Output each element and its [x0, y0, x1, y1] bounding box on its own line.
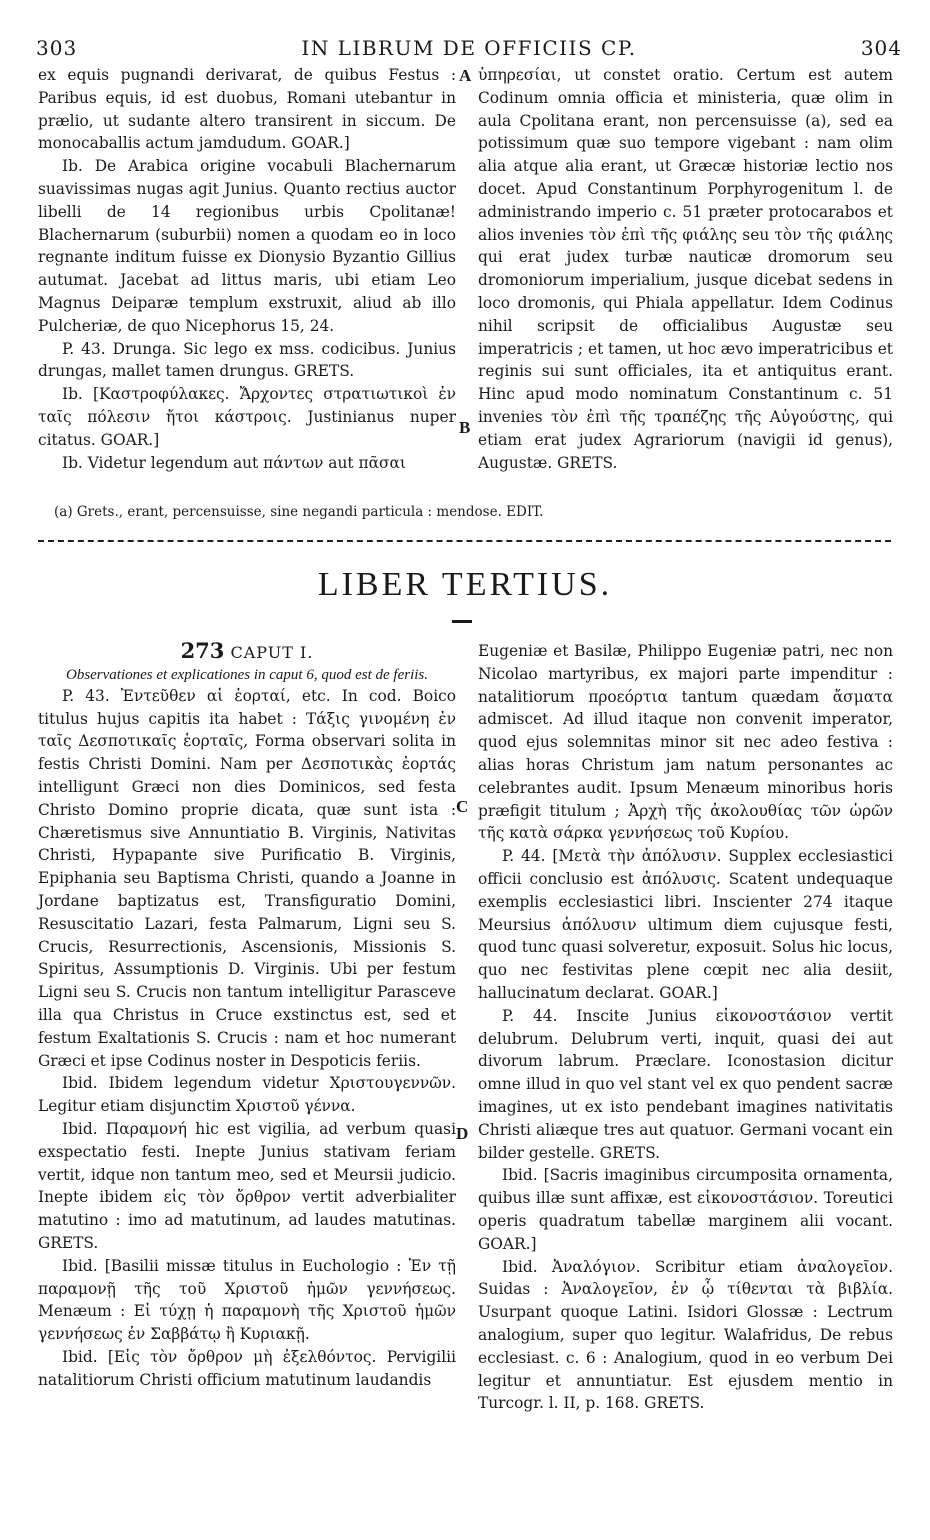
paragraph: Ib. [Καστροφύλακες. Ἄρχοντες στρατιωτικοὶ ἐν ταῖς πόλεσιν ἤτοι κάστροις. Justinianus nuper citatus. GOAR.]	[38, 385, 456, 449]
paragraph: ex equis pugnandi derivarat, de quibus Festus : Paribus equis, id est duobus, Romani utebantur in prælio, ut sudante altero transirent in siccum. De monocaballis actum jamdudum. GOAR.]	[38, 66, 456, 153]
title-dash	[452, 620, 472, 623]
column-top-left	[38, 64, 456, 474]
paragraph: Ib. De Arabica origine vocabuli Blachernarum suavissimas nugas agit Junius. Quanto rectius auctor libelli de 14 regionibus urbis Cpolitanæ! Blachernarum (suburbii) nomen a quodam eo in loco regnante inditum fuisse ex Dionysio Byzantio Gillius autumat. Jacebat ad littus maris, ubi etiam Leo Magnus Deiparæ templum exstruxit, aliud ab illo Pulcheriæ, de quo Nicephorus 15, 24.	[38, 157, 456, 335]
paragraph: P. 44. [Μετὰ τὴν ἀπόλυσιν. Supplex ecclesiastici officii conclusio est ἀπόλυσις. Scatent undequaque exemplis ecclesiastici libri. Inscienter 274 itaque Meursius ἀπόλυσιν ultimum diem cujusque festi, quod tunc quasi solveretur, exposuit. Solus hic locus, quo nec festivitas plene cœpit nec alia desiit, hallucinatum declarat. GOAR.]	[478, 847, 893, 1002]
paragraph: Eugeniæ et Basilæ, Philippo Eugeniæ patri, nec non Nicolao martyribus, ex majori parte impenditur : natalitiorum προεόρτια tantum quædam ἄσματα admiscet. Ad illud itaque non convenit imperator, quod ejus solemnitas minor sit nec adeo festiva : alias horas Christum jam natum personantes ac celebrantes audit. Ipsum Menæum minoribus horis præfigit titulum ; Ἀρχὴ τῆς ἀκολουθίας τῶν ὡρῶν τῆς κατὰ σάρκα γεννήσεως τοῦ Κυρίου.	[478, 642, 893, 843]
chapter-label: CAPUT I.	[230, 643, 314, 662]
margin-letter-d: D	[456, 1124, 469, 1143]
book-title: LIBER TERTIUS.	[317, 566, 613, 603]
margin-letter-c: C	[456, 797, 469, 816]
paragraph: Ibid. [Sacris imaginibus circumposita ornamenta, quibus illæ sunt affixæ, est εἰκονοστάσιον. Toreutici operis quadratum tabellæ marginem alii vocant. GOAR.]	[478, 1166, 893, 1253]
paragraph: Ibid. [Εἰς τὸν ὄρθρον μὴ ἐξελθόντος. Pervigilii natalitiorum Christi officium matutinum laudandis	[38, 1347, 456, 1389]
margin-letter-b: B	[459, 418, 471, 437]
paragraph: P. 43. Drunga. Sic lego ex mss. codicibus. Junius drungas, mallet tamen drungus. GRETS.	[38, 339, 456, 381]
margin-letter-a: A	[459, 66, 472, 85]
chapter-heading	[38, 640, 456, 665]
paragraph: Ibid. Παραμονή hic est vigilia, ad verbum quasi exspectatio festi. Inepte Junius stativam feriam vertit, idque non tantum meo, sed et Meursii judicio. Inepte ibidem εἰς τὸν ὄρθρον vertit adverbialiter matutino : imo ad matutinum, ad laudes matutinas. GRETS.	[38, 1119, 456, 1252]
running-title: IN LIBRUM DE OFFICIIS CP.	[301, 36, 637, 60]
paragraph: Ibid. [Basilii missæ titulus in Euchologio : Ἐν τῇ παραμονῇ τῆς τοῦ Χριστοῦ ἡμῶν γεννήσεως. Menæum : Εἰ τύχῃ ἡ παραμονὴ τῆς Χριστοῦ ἡμῶν γεννήσεως ἐν Σαββάτῳ ἢ Κυριακῇ.	[38, 1256, 456, 1344]
chapter-page-number: 273	[180, 638, 225, 663]
paragraph: ὑπηρεσίαι, ut constet oratio. Certum est autem Codinum omnia officia et ministeria, quæ olim in aula Cpolitana erant, non percensuisse (a), sed ea potissimum quæ suo tempore vigebant : nam olim alia atque alia erant, ut Græcæ historiæ lectio nos docet. Apud Constantinum Porphyrogenitum l. de administrando imperio c. 51 præter protocarabos et alios invenies τὸν ἐπὶ τῆς φιάλης seu τὸν τῆς φιάλης qui erat judex turbæ nauticæ dromorum seu dromoniorum imperialium, jusque dicebat sedens in loco dromonis, qui Phiala appellatur. Idem Codinus nihil scripsit de officialibus Augustæ seu imperatricis ; et tamen, ut hoc ævo imperatricibus et reginis sui sunt officiales, ita et antiquitus erant. Hinc apud modo nominatum Constantinum c. 51 invenies τὸν ἐπὶ τῆς τραπέζης τῆς Αὐγούστης, qui etiam erat judex Agrariorum (navigii id genus), Augustæ. GRETS.	[478, 66, 893, 472]
paragraph: Ibid. Ibidem legendum videtur Χριστουγεννῶν. Legitur etiam disjunctim Χριστοῦ γέννα.	[38, 1074, 456, 1116]
page-number-left: 303	[36, 36, 78, 60]
paragraph: P. 44. Inscite Junius εἰκονοστάσιον vertit delubrum. Delubrum verti, inquit, quasi dei aut divorum labrum. Præclare. Iconostasion dicitur omne illud in quo vel stant vel ex quo pendent sacræ imagines, ut ex isto pendebant imagines nativitatis Christi aliæque tres aut quatuor. Germani vocant ein bilder gestelle. GRETS.	[478, 1006, 893, 1162]
section-divider	[38, 540, 891, 542]
paragraph: Ib. Videtur legendum aut πάντων aut πᾶσαι	[62, 453, 406, 472]
column-bottom-left	[38, 640, 456, 1392]
footnote: (a) Grets., erant, percensuisse, sine negandi particula : mendose. EDIT.	[54, 504, 544, 520]
column-top-right	[478, 64, 893, 474]
page-number-right: 304	[860, 36, 902, 60]
paragraph: P. 43. Ἐντεῦθεν αἱ ἑορταί, etc. In cod. Boico titulus hujus capitis ita habet : Τάξις γινομένη ἐν ταῖς Δεσποτικαῖς ἑορταῖς, Forma observari solita in festis Christi Domini. Nam per Δεσποτικὰς ἑορτάς intelligunt Græci non dies Dominicos, sed festa Christo Domino proprie dicata, quæ sunt ista : Chæretismus sive Annuntiatio B. Virginis, Nativitas Christi, Hypapante sive Purificatio B. Virginis, Epiphania seu Baptisma Christi, quando a Joanne in Jordane baptizatus est, Transfiguratio Domini, Resuscitatio Lazari, festa Palmarum, Ligni seu S. Crucis, Resurrectionis, Ascensionis, Missionis S. Spiritus, Assumptionis D. Virginis. Ubi per festum Ligni seu S. Crucis non tantum intelligitur Parasceve illa qua Christus in Cruce exstinctus est, sed et festum Exaltationis S. Crucis : nam et hoc numerant Græci et ipse Codinus noster in Despoticis feriis.	[38, 686, 456, 1070]
running-header	[36, 36, 902, 64]
column-bottom-right	[478, 640, 893, 1415]
paragraph: Ibid. Ἀναλόγιον. Scribitur etiam ἀναλογεῖον. Suidas : Ἀναλογεῖον, ἐν ᾧ τίθενται τὰ βιβλία. Usurpant quoque Latini. Isidori Glossæ : Lectrum analogium, super quo legitur. Walafridus, De rebus ecclesiast. c. 6 : Analogium, quod in eo verbum Dei legitur et annuntiatur. Est ejusdem mentio in Turcogr. l. II, p. 168. GRETS.	[478, 1257, 893, 1413]
chapter-title: Observationes et explicationes in caput 6, quod est de feriis.	[65, 666, 428, 683]
